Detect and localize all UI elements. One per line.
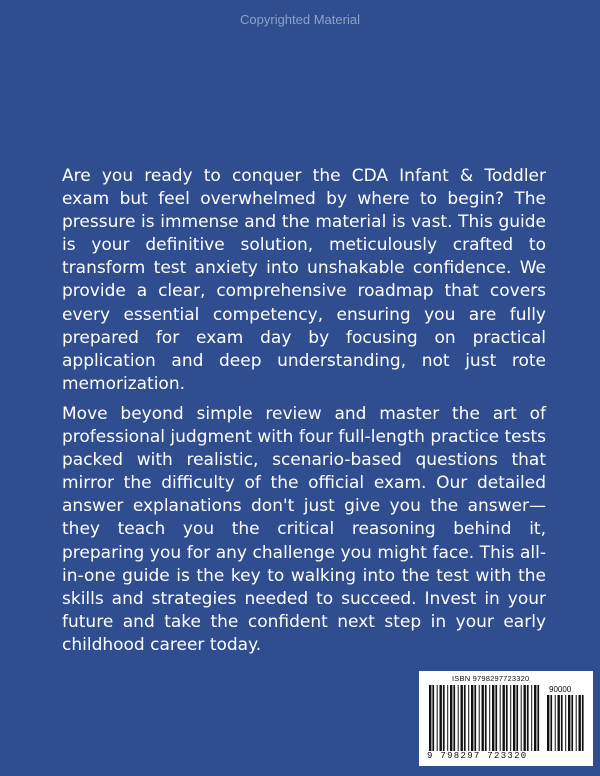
barcode-digits: 9 798297 723320 <box>427 751 528 761</box>
supplement-code: 90000 <box>549 685 572 694</box>
isbn-label: ISBN 9798297723320 <box>452 674 530 683</box>
supplement-barcode-bars <box>547 695 585 751</box>
isbn-barcode <box>419 671 593 766</box>
copyright-watermark: Copyrighted Material <box>240 12 360 27</box>
description-paragraph-1: Are you ready to conquer the CDA Infant & Toddler exam but feel overwhelmed by where to begin? The pressure is immense and the material is vast. This guide is your definitive solution, meticulously crafted to transform test anxiety into unshakable confidence. We provide a clear, comprehensive roadmap that covers every essential competency, ensuring you are fully prepared for exam day by focusing on practical application and deep understanding, not just rote memorization. <box>62 166 546 394</box>
ean13-barcode-bars <box>429 685 541 751</box>
description-paragraph-2: Move beyond simple review and master the art of professional judgment with four full-length practice tests packed with realistic, scenario-based questions that mirror the difficulty of the official exam. Our detailed answer explanations don't just give you the answer—they teach you the critical reasoning behind it, preparing you for any challenge you might face. This all-in-one guide is the key to walking into the test with the skills and strategies needed to succeed. Invest in your future and take the confident next step in your early childhood career today. <box>62 404 546 655</box>
